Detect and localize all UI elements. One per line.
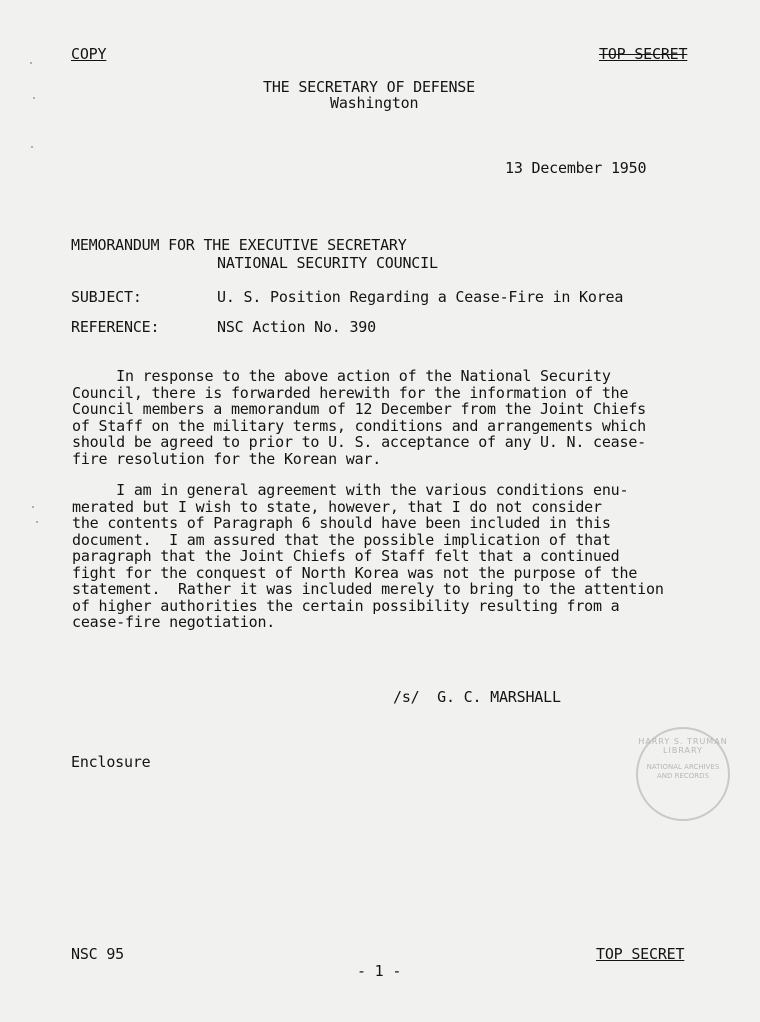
memo-addressee-line2: NATIONAL SECURITY COUNCIL: [217, 254, 438, 272]
reference-value: NSC Action No. 390: [217, 318, 376, 336]
page-number: - 1 -: [357, 962, 402, 980]
document-number: NSC 95: [71, 945, 124, 963]
office-title: THE SECRETARY OF DEFENSE: [263, 78, 475, 96]
copy-label: COPY: [71, 45, 107, 63]
archive-stamp-icon: [636, 727, 730, 821]
memo-date: 13 December 1950: [505, 159, 647, 177]
reference-label: REFERENCE:: [71, 318, 160, 336]
signature: /s/ G. C. MARSHALL: [393, 688, 561, 706]
stamp-inner-text: NATIONAL ARCHIVES AND RECORDS: [646, 763, 720, 780]
enclosure-label: Enclosure: [71, 753, 151, 771]
subject-label: SUBJECT:: [71, 288, 142, 306]
body-paragraph-1: In response to the above action of the National Security Council, there is forwarded herewith for the information of the Council members a memorandum of 12 December from the Joint Chiefs of Staff on the military terms, conditions and arrangements which should be agreed to prior to U. S. acceptance of any U. N. cease- fire resolution for the Korean war.: [72, 367, 646, 468]
classification-bottom: TOP SECRET: [596, 945, 685, 963]
stamp-ring-text: HARRY S. TRUMAN LIBRARY: [638, 737, 728, 755]
memo-addressee-line1: MEMORANDUM FOR THE EXECUTIVE SECRETARY: [71, 236, 407, 254]
subject-value: U. S. Position Regarding a Cease-Fire in Korea: [217, 288, 624, 306]
classification-top-text: TOP SECRET: [599, 45, 688, 63]
office-location: Washington: [330, 94, 419, 112]
body-paragraph-2: I am in general agreement with the various conditions enu- merated but I wish to state, however, that I do not consider the contents of Paragraph 6 should have been included in this document. I am assured that the possible implication of that paragraph that the Joint Chiefs of Staff felt that a continued fight for the conquest of North Korea was not the purpose of the statement. Rather it was included merely to bring to the attention of higher authorities the certain possibility resulting from a cease-fire negotiation.: [72, 481, 664, 631]
classification-top: [599, 46, 687, 62]
